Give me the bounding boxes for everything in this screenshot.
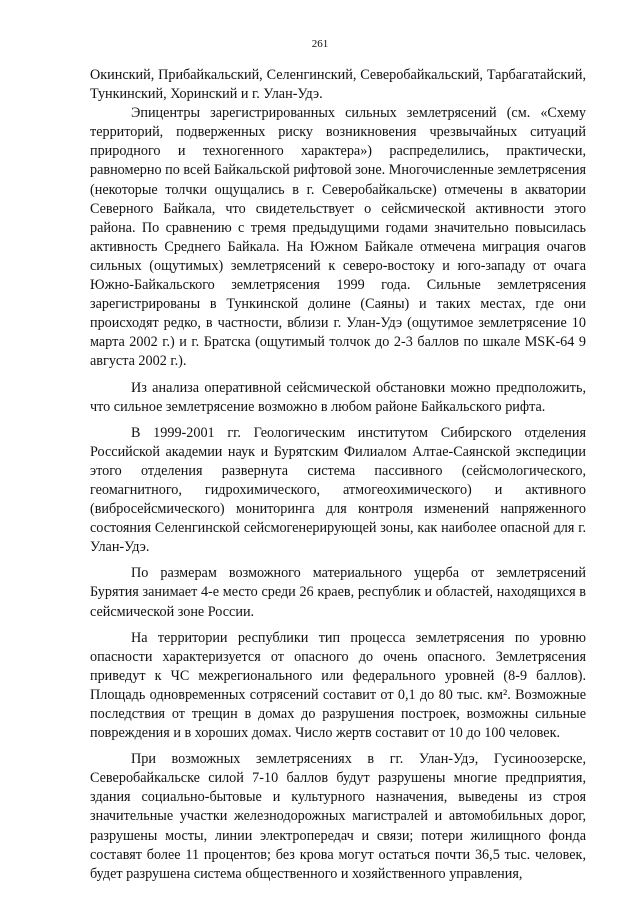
paragraph-epicenters: Эпицентры зарегистрированных сильных землетрясений (см. «Схему территорий, подверженных риску возникновения чрезвычайных ситуаций природного и техногенного характера») распределились, практически, равномерно по всей Байкальской рифтовой зоне. Многочисленные землетрясения (некоторые толчки ощущались в г. Северобайкальске) отмечены в акватории Северного Байкала, что свидетельствует о сейсмической активности этого района. По сравнению с тремя предыдущими годами значительно повысилась активность Среднего Байкала. На Южном Байкале отмечена миграция очагов сильных (ощутимых) землетрясений к северо-востоку и юго-западу от очага Южно-Байкальского землетрясения 1999 года. Сильные землетрясения зарегистрированы в Тункинской долине (Саяны) и таких местах, где они происходят редко, в частности, вблизи г. Улан-Удэ (ощутимое землетрясение 10 марта 2002 г.) и г. Братска (ощутимый толчок до 2-3 баллов по шкале MSK-64 9 августа 2002 г.).: [90, 105, 586, 370]
body-text: [90, 66, 586, 884]
paragraph-hazard-level: На территории республики тип процесса землетрясения по уровню опасности характеризуется от опасного до очень опасного. Землетрясения приведут к ЧС межрегионального или федерального уровней (8-9 баллов). Площадь одновременных сотрясений составит от 0,1 до 80 тыс. км². Возможные последствия от трещин в домах до разрушения построек, возможны сильные повреждения и в хороших домах. Число жертв составит от 10 до 100 человек.: [90, 629, 586, 742]
paragraph-damage-rank: По размерам возможного материального ущерба от землетрясений Бурятия занимает 4-е место среди 26 краев, республик и областей, находящихся в сейсмической зоне России.: [90, 565, 586, 620]
page-number: 261: [311, 38, 329, 50]
paragraph-monitoring: В 1999-2001 гг. Геологическим институтом Сибирского отделения Российской академии наук и Бурятским Филиалом Алтае-Саянской экспедиции этого отделения развернута система пассивного (сейсмологического, геомагнитного, гидрохимического, атмогеохимического) и активного (вибросейсмического) мониторинга для контроля изменений напряженного состояния Селенгинской сейсмогенерирующей зоны, как наиболее опасной для г. Улан-Удэ.: [90, 424, 586, 556]
paragraph-analysis: Из анализа оперативной сейсмической обстановки можно предположить, что сильное землетрясение возможно в любом районе Байкальского рифта.: [90, 379, 586, 415]
paragraph-consequences: При возможных землетрясениях в гг. Улан-Удэ, Гусиноозерске, Северобайкальске силой 7-10 баллов будут разрушены многие предприятия, здания социально-бытовые и культурного назначения, выведены из строя значительные участки железнодорожных магистралей и автомобильных дорог, разрушены мосты, линии электропередач и связи; потери жилищного фонда составят более 11 процентов; без крова могут остаться почти 36,5 тыс. человек, будет разрушена система общественного и хозяйственного управления,: [90, 751, 586, 882]
paragraph-continuation: Окинский, Прибайкальский, Селенгинский, Северобайкальский, Тарбагатайский, Тункинский, Хоринский и г. Улан-Удэ.: [90, 67, 586, 103]
